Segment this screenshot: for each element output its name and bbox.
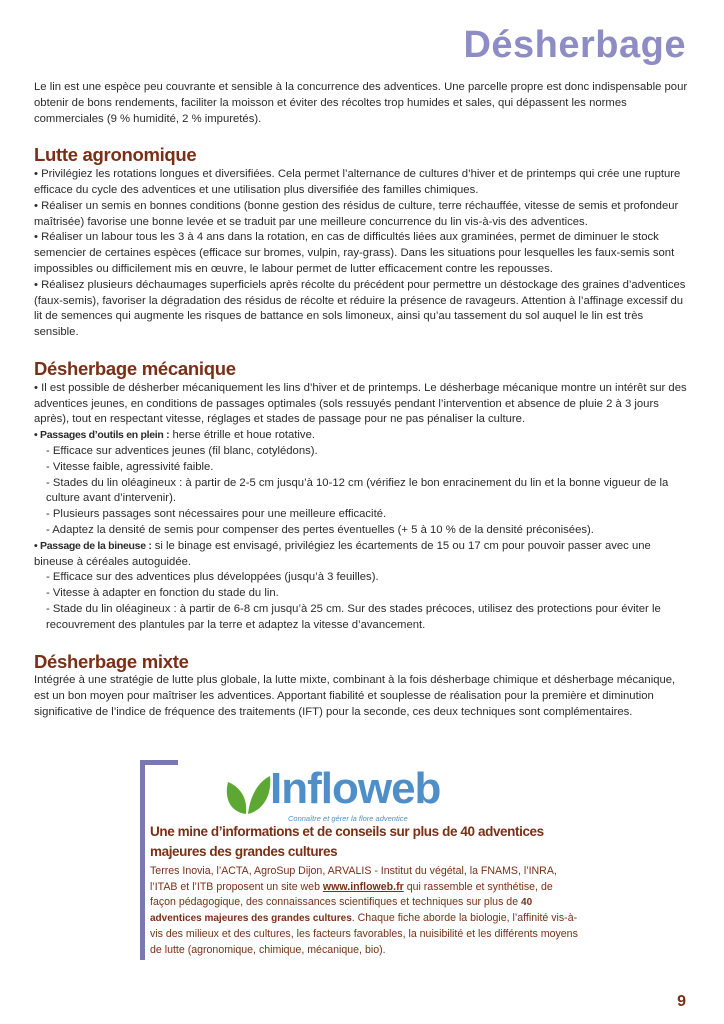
box-text-bold: 40 adventices majeures des grandes cultures (150, 897, 533, 925)
bineuse-paragraph (34, 539, 690, 571)
intro-paragraph: Le lin est une espèce peu couvrante et sensible à la concurrence des adventices. Une parcelle propre est donc indispensable pour obtenir de bons rendements, faciliter la moisson et éviter des récoltes trop humides et sales, qui dépassent les normes commerciales (9 % humidité, 2 % impuretés). (34, 81, 688, 125)
bineuse-item: - Vitesse à adapter en fonction du stade du lin. (46, 587, 279, 600)
mixte-paragraph: Intégrée à une stratégie de lutte plus globale, la lutte mixte, combinant à la fois désherbage chimique et désherbage mécanique, est un bon moyen pour maîtriser les adventices. Apportant fiabilité et souplesse de réalisation pour la première et diminution significative de l’indice de fréquence des traitements (IFT) pour la seconde, ces deux techniques sont complémentaires. (34, 674, 676, 718)
herse-item: - Vitesse faible, agressivité faible. (46, 460, 214, 473)
logo-tagline: Connaître et gérer la flore adventice (288, 814, 408, 823)
leaf-icon (222, 768, 272, 818)
main-content (34, 80, 690, 721)
herse-item: - Efficace sur adventices jeunes (fil blanc, cotylédons). (46, 444, 318, 457)
infoweb-box (140, 760, 580, 960)
herse-item: - Stades du lin oléagineux : à partir de 2-5 cm jusqu’à 10-12 cm (vérifiez le bon enracinement du lin et la bonne vigueur de la culture avant d’intervenir). (46, 476, 669, 505)
bineuse-item: - Stade du lin oléagineux : à partir de 6-8 cm jusqu’à 25 cm. Sur des stades précoces, utilisez des protections pour éviter le recouvrement des plantules par la terre et adaptez la vitesse d’avancement. (46, 602, 661, 631)
herse-text: herse étrille et houe rotative. (169, 429, 315, 442)
infoweb-link[interactable]: www.infloweb.fr (322, 880, 404, 893)
infoweb-logo (222, 766, 452, 826)
box-title: Une mine d’informations et de conseils sur plus de 40 adventices majeures des grandes cultures (150, 824, 544, 859)
box-text-part: qui rassemble et synthétise, de façon pédagogique, des connaissances scientifiques et techniques sur plus de (150, 880, 553, 909)
lutte-bullet: • Privilégiez les rotations longues et diversifiées. Cela permet l’alternance de cultures d’hiver et de printemps qui crée une rupture efficace du cycle des adventices et une utilisation plus diversifiée des familles chimiques. (34, 168, 681, 196)
page-title: Désherbage (463, 24, 686, 66)
section-heading-lutte: Lutte agronomique (34, 144, 197, 166)
bineuse-text: si le binage est envisagé, privilégiez les écartements de 15 ou 17 cm pour pouvoir passer avec une bineuse à céréales autoguidée. (34, 539, 651, 568)
page-number: 9 (677, 993, 686, 1010)
lutte-bullet: • Réaliser un labour tous les 3 à 4 ans dans la rotation, en cas de difficultés liées aux graminées, permet de diminuer le stock semencier de certaines espèces (efficace sur bromes, vulpin, ray-grass). Dans les situations pour lesquelles les faux-semis sont impossibles ou difficilement mis en œuvre, le labour permet de lutter efficacement contre les repousses. (34, 231, 675, 275)
box-text (150, 864, 580, 958)
herse-item: - Adaptez la densité de semis pour compenser des pertes éventuelles (+ 5 à 10 % de la densité préconisées). (46, 523, 594, 536)
bineuse-label: • Passage de la bineuse : (34, 539, 152, 552)
herse-label: • Passages d’outils en plein : (34, 429, 170, 442)
herse-item: - Plusieurs passages sont nécessaires pour une meilleure efficacité. (46, 508, 387, 521)
section-heading-mixte: Désherbage mixte (34, 650, 189, 672)
lutte-bullet: • Réalisez plusieurs déchaumages superficiels après récolte du précédent pour permettre un déstockage des graines d’adventices (faux-semis), favoriser la dégradation des résidus de récolte et réduire la présence de ravageurs. Attention à l’affinage excessif du lit de semences qui augmente les risques de battance en sols limoneux, ainsi qu’au tassement du sol auquel le lin est très sensible. (34, 278, 686, 339)
lutte-bullet: • Réaliser un semis en bonnes conditions (bonne gestion des résidus de culture, terre réchauffée, vitesse de semis et profondeur maîtrisée) favorise une bonne levée et se traduit par une meilleure concurrence du lin vis-à-vis des adventices. (34, 199, 679, 228)
box-text-part: . Chaque fiche aborde la biologie, l’affinité vis-à-vis des milieux et des cultures, les facteurs favorables, la nuisibilité et les différents moyens de lutte (agronomique, chimique, mécanique, bio). (150, 912, 578, 956)
logo-text: Infloweb (270, 764, 441, 813)
herse-paragraph (34, 428, 690, 444)
box-text-part: Terres Inovia, l’ACTA, AgroSup Dijon, ARVALIS - Institut du végétal, la FNAMS, l’INRA, l’ITAB et l’ITB proposent un site web (150, 865, 557, 893)
section-heading-mecanique: Désherbage mécanique (34, 357, 236, 379)
bineuse-item: - Efficace sur des adventices plus développées (jusqu’à 3 feuilles). (46, 571, 379, 584)
mecanique-intro: • Il est possible de désherber mécaniquement les lins d’hiver et de printemps. Le désherbage mécanique montre un intérêt sur des adventices jeunes, en conditions de passages optimales (sols ressuyés pendant l’intervention et absence de pluie 2 à 3 jours après), tout en respectant vitesse, réglages et stades de passage pour ne pas pénaliser la culture. (34, 381, 687, 426)
